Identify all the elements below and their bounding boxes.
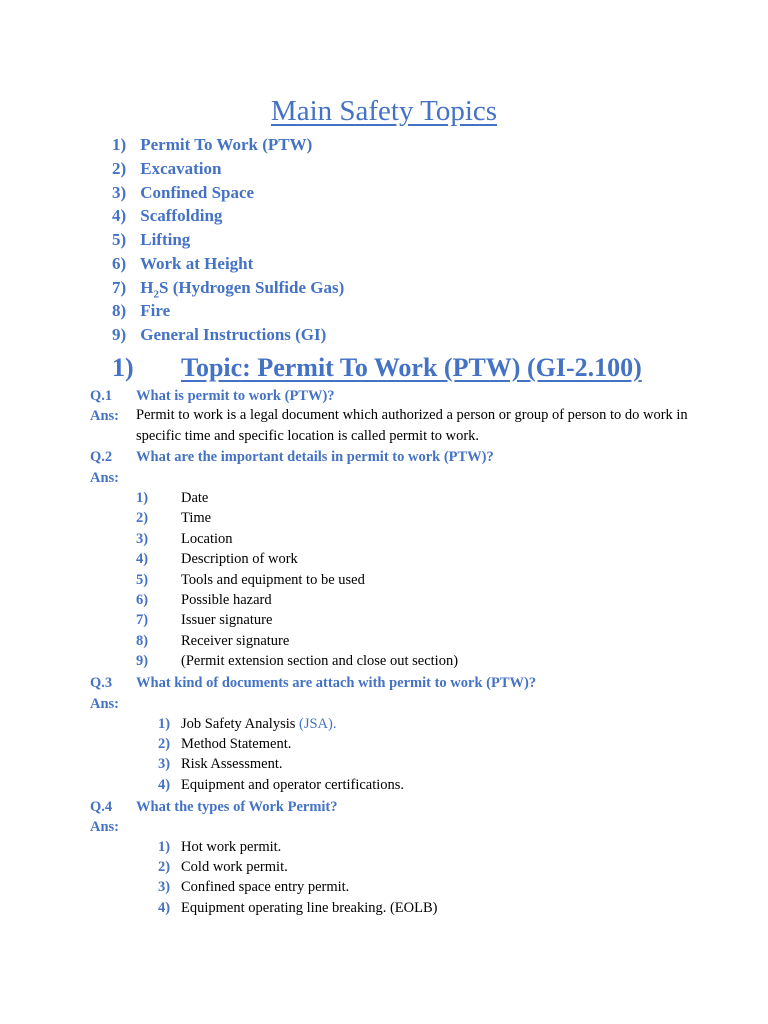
list-text: Issuer signature <box>181 612 273 629</box>
list-number: 6) <box>136 591 149 608</box>
list-text: Time <box>181 510 212 527</box>
list-number: 3) <box>136 530 149 547</box>
topic-text: Work at Height <box>139 253 254 273</box>
question-4 <box>90 797 338 817</box>
list-number: 2) <box>158 859 171 876</box>
topic-number: 8) <box>112 301 127 321</box>
list-number: 4) <box>158 776 171 793</box>
list-text: Confined space entry permit. <box>181 879 350 896</box>
question-label: Q.4 <box>90 799 113 815</box>
list-item <box>136 651 458 671</box>
section-heading <box>112 348 642 388</box>
question-text: What kind of documents are attach with permit to work (PTW)? <box>136 675 537 691</box>
question-label: Q.3 <box>90 675 113 691</box>
list-item <box>158 734 404 754</box>
topic-number: 7) <box>112 277 127 297</box>
list-text: Equipment operating line breaking. (EOLB) <box>181 899 438 916</box>
list-text: Job Safety Analysis <box>181 716 300 732</box>
list-number: 5) <box>136 571 149 588</box>
ptw-details-list <box>136 488 458 672</box>
question-text: What are the important details in permit to work (PTW)? <box>136 449 494 465</box>
list-number: 8) <box>136 632 149 649</box>
list-item <box>136 508 458 528</box>
list-item <box>136 488 458 508</box>
list-text-highlight: (JSA). <box>299 716 337 732</box>
answer-text: Permit to work is a legal document which authorized a person or group of person to do work in specific time and specific location is called permit to work. <box>136 407 688 444</box>
topic-item <box>112 299 344 323</box>
list-number: 1) <box>136 490 149 506</box>
list-item <box>136 549 458 569</box>
topic-number: 9) <box>112 325 127 344</box>
topic-text: Fire <box>140 301 171 321</box>
list-text: Receiver signature <box>181 632 290 649</box>
question-2 <box>90 447 494 467</box>
topic-text: Excavation <box>140 158 222 178</box>
list-number: 3) <box>158 756 171 773</box>
list-item <box>158 898 438 918</box>
list-item <box>158 775 404 795</box>
topic-item <box>112 252 344 276</box>
question-text: What the types of Work Permit? <box>136 799 338 815</box>
list-text: Hot work permit. <box>181 839 282 855</box>
answer-label: Ans: <box>90 696 120 712</box>
section-heading-text: Topic: Permit To Work (PTW) (GI-2.100) <box>181 353 642 382</box>
answer-label: Ans: <box>90 408 120 424</box>
topic-text-part: H <box>140 277 154 297</box>
topic-item <box>112 204 344 228</box>
topic-text: Permit To Work (PTW) <box>140 135 313 154</box>
list-item <box>158 837 438 857</box>
section-number: 1) <box>112 353 134 382</box>
list-text: Method Statement. <box>181 736 292 753</box>
topic-text <box>140 277 345 300</box>
list-text: Tools and equipment to be used <box>181 571 365 588</box>
list-item <box>136 631 458 651</box>
list-text: Equipment and operator certifications. <box>181 776 405 793</box>
list-number: 7) <box>136 612 149 629</box>
list-number: 3) <box>158 879 171 896</box>
list-item <box>136 529 458 549</box>
page-title: Main Safety Topics <box>270 95 498 127</box>
topic-number: 4) <box>112 206 127 226</box>
list-text: Cold work permit. <box>181 859 288 876</box>
topic-number: 3) <box>112 182 127 202</box>
list-text: (Permit extension section and close out section) <box>181 653 459 670</box>
question-label: Q.1 <box>90 388 113 404</box>
list-item <box>158 857 438 877</box>
topics-list <box>112 133 344 347</box>
list-number: 1) <box>158 839 171 855</box>
question-1 <box>90 386 335 406</box>
list-item <box>158 877 438 897</box>
list-number: 9) <box>136 653 149 670</box>
list-number: 2) <box>136 510 149 527</box>
answer-label: Ans: <box>90 819 120 835</box>
topic-text-part: S (Hydrogen Sulfide Gas) <box>158 277 345 297</box>
list-item <box>136 570 458 590</box>
topic-text: Lifting <box>140 230 191 249</box>
topic-item <box>112 181 344 205</box>
list-number: 4) <box>158 899 171 916</box>
list-item <box>158 754 404 774</box>
list-item <box>136 590 458 610</box>
topic-item <box>112 276 344 300</box>
topic-item <box>112 157 344 181</box>
question-label: Q.2 <box>90 449 113 465</box>
subscript: 2 <box>153 287 159 300</box>
list-text: Location <box>181 530 233 547</box>
topic-number: 6) <box>112 253 127 273</box>
topic-item <box>112 133 344 157</box>
topic-number: 1) <box>112 135 127 154</box>
list-text: Date <box>181 490 209 506</box>
list-number: 2) <box>158 736 171 753</box>
list-item <box>158 714 404 734</box>
list-text: Possible hazard <box>181 591 272 608</box>
list-number: 1) <box>158 716 171 732</box>
topic-text: General Instructions (GI) <box>140 325 327 344</box>
topic-item <box>112 323 344 347</box>
list-item <box>136 610 458 630</box>
question-text: What is permit to work (PTW)? <box>136 388 335 404</box>
topic-number: 5) <box>112 230 127 249</box>
list-number: 4) <box>136 551 149 568</box>
attached-documents-list <box>158 714 404 795</box>
answer-label: Ans: <box>90 470 120 486</box>
permit-types-list <box>158 837 438 918</box>
topic-item <box>112 228 344 252</box>
topic-text: Confined Space <box>140 182 255 202</box>
list-text: Risk Assessment. <box>181 756 283 773</box>
topic-number: 2) <box>112 158 127 178</box>
question-3 <box>90 673 536 693</box>
topic-text: Scaffolding <box>140 206 223 226</box>
list-text: Description of work <box>181 551 298 568</box>
